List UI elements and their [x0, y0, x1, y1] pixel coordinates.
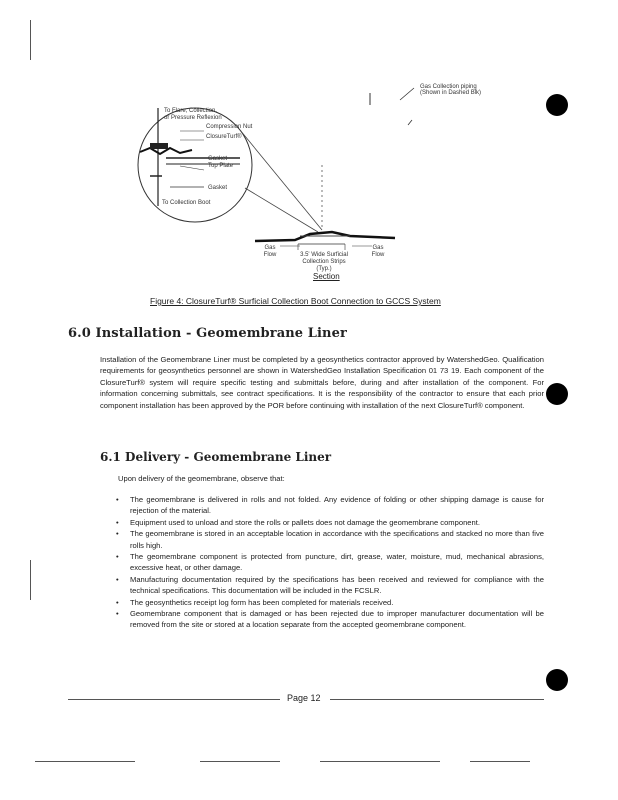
gas-flow-left-label: Gas Flow	[263, 245, 277, 258]
pressure-label: or Pressure Reflexion	[164, 115, 222, 121]
list-item-text: The geomembrane component is protected from puncture, dirt, grease, water, moisture, mud, mechanical abrasions, excessive heat, or other damage.	[130, 552, 544, 573]
closureturf-label: ClosureTurf®	[206, 134, 242, 140]
figure-caption: Figure 4: ClosureTurf® Surficial Collection Boot Connection to GCCS System	[150, 296, 441, 306]
list-item-text: The geomembrane is stored in an acceptable location in accordance with the specifications and stacked no more than five rolls high.	[130, 529, 544, 550]
top-plate-label: Top Plate	[208, 163, 234, 169]
bullet-icon: •	[116, 529, 119, 539]
scan-mark	[30, 20, 31, 60]
list-item-text: The geosynthetics receipt log form has been completed for materials received.	[130, 597, 394, 607]
to-flare-label: To Flare, Collection,	[164, 108, 218, 114]
compression-nut-label: Compression Nut	[206, 124, 253, 130]
list-item	[114, 608, 544, 631]
scan-mark	[30, 560, 31, 600]
gasket-top-label: Gasket	[208, 156, 228, 162]
bullet-icon: •	[116, 574, 119, 584]
collection-boot-diagram	[0, 60, 618, 280]
scan-mark	[200, 761, 280, 762]
scan-mark	[320, 761, 440, 762]
punch-hole	[546, 669, 568, 691]
list-item-text: Geomembrane component that is damaged or has been rejected due to improper manufacturer documentation will be removed from the site or stored at a location separate from the accepted geomembrane component.	[130, 609, 544, 630]
strips-label: 3.5' Wide Surficial Collection Strips (Typ.)	[300, 252, 348, 272]
bullet-icon: •	[116, 552, 119, 562]
list-item	[114, 574, 544, 597]
gas-piping-sub-label: (Shown in Dashed Blk)	[420, 90, 482, 96]
scan-mark	[470, 761, 530, 762]
list-item	[114, 528, 544, 551]
gas-piping-label: Gas Collection piping	[420, 84, 477, 90]
installation-paragraph: Installation of the Geomembrane Liner must be completed by a geosynthetics contractor approved by WatershedGeo. Qualification requirements for geosynthetics personnel are shown in WatershedGeo Installation Specification 01 73 19. Each component of the ClosureTurf® system will require specific testing and submittals before, during and after installation of the component. For information concerning submittals, see contract specifications. It is the responsibility of the contractor to ensure that each prior component installation has been approved by the POR before continuing with installation of the next ClosureTurf® component.	[100, 355, 544, 410]
collection-boot-label: To Collection Boot	[162, 200, 211, 206]
gasket-bottom-label: Gasket	[208, 185, 228, 191]
list-item	[114, 551, 544, 574]
section-heading-6-1: 6.1 Delivery - Geomembrane Liner	[100, 450, 332, 464]
list-item-text: The geomembrane is delivered in rolls and not folded. Any evidence of folding or other shipping damage is cause for rejection of the material.	[130, 495, 544, 516]
bullet-icon: •	[116, 609, 119, 619]
delivery-lead-text: Upon delivery of the geomembrane, observe that:	[118, 474, 285, 483]
section-label: Section	[313, 272, 340, 281]
punch-hole	[546, 383, 568, 405]
page-number: Page 12	[287, 693, 321, 703]
list-item	[114, 517, 544, 528]
footer-rule-right	[330, 699, 544, 700]
gas-flow-right-label: Gas Flow	[371, 245, 385, 258]
list-item-text: Equipment used to unload and store the rolls or pallets does not damage the geomembrane component.	[130, 517, 480, 527]
bullet-icon: •	[116, 495, 119, 504]
footer-rule-left	[68, 699, 280, 700]
list-item-text: Manufacturing documentation required by the specifications has been received and reviewed for compliance with the technical specifications. This documentation will be included in the FCSLR.	[130, 574, 544, 596]
list-item	[114, 494, 544, 517]
delivery-checklist	[114, 494, 544, 631]
bullet-icon: •	[116, 517, 119, 527]
bullet-icon: •	[116, 597, 119, 607]
list-item	[114, 597, 544, 608]
section-heading-6-0: 6.0 Installation - Geomembrane Liner	[68, 326, 347, 341]
scan-mark	[35, 761, 135, 762]
